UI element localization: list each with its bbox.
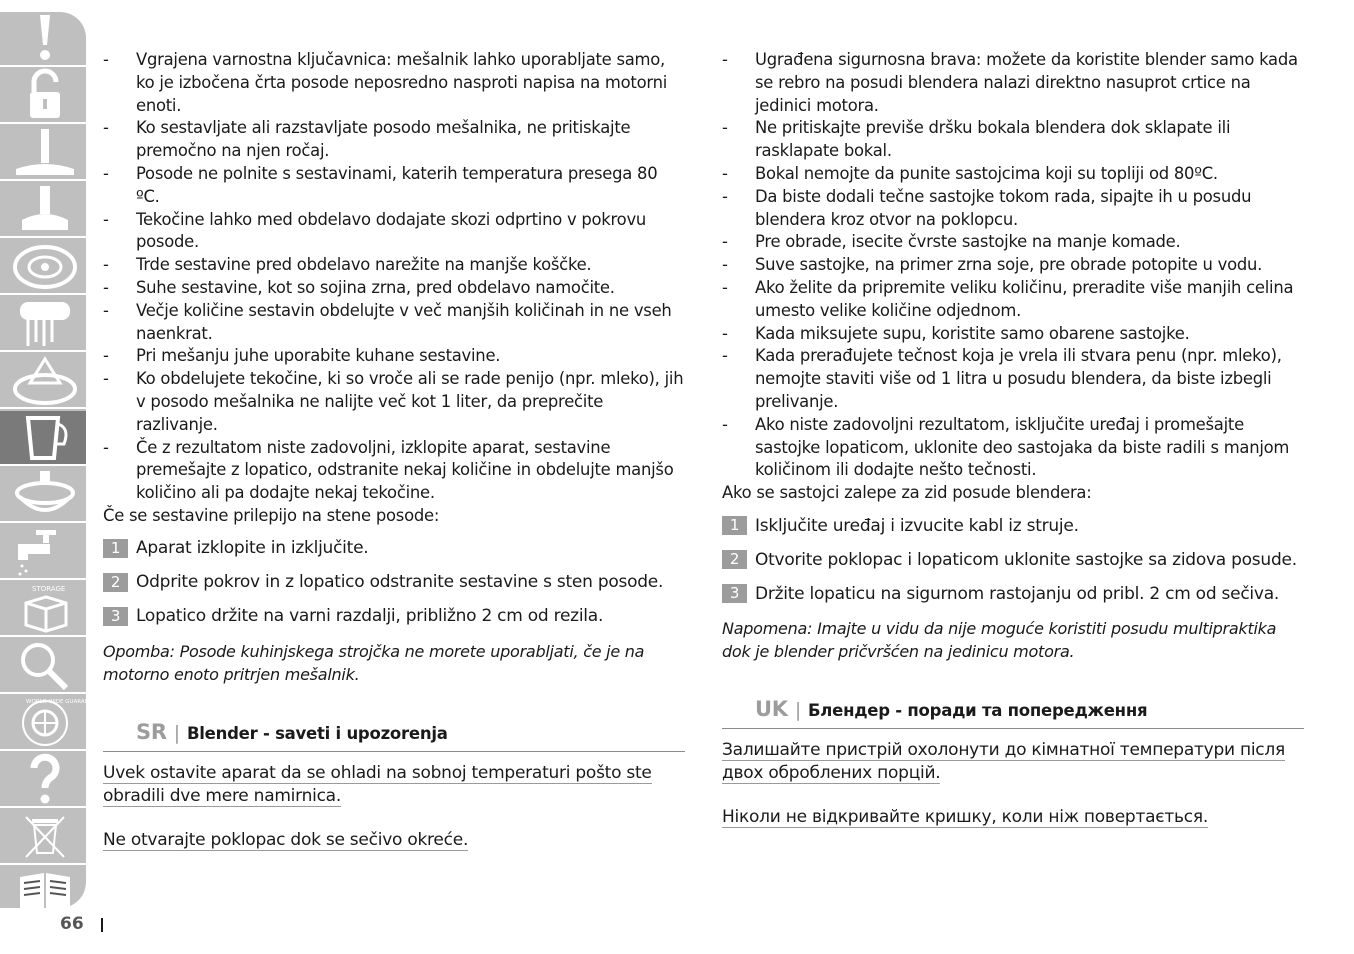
storage-box-icon <box>10 581 80 636</box>
language-code: SR <box>136 719 167 744</box>
section-title: Blender - saveti i upozorenja <box>186 723 448 743</box>
step-number: 2 <box>103 573 128 592</box>
warning-paragraph <box>722 739 1304 785</box>
list-item: - Če z rezultatom niste zadovoljni, izklopite aparat, sestavine premešajte z lopatico, odstranite nekaj količine in obdelujte manjšo količino ali pa dodajte nekaj tekočine. <box>103 437 685 505</box>
tab-kneading[interactable] <box>0 183 86 238</box>
list-item: - Tekočine lahko med obdelavo dodajate skozi odprtino v pokrovu posode. <box>103 209 685 255</box>
list-item: - Trde sestavine pred obdelavo narežite na manjše koščke. <box>103 254 685 277</box>
step-text: Držite lopaticu na sigurnom rastojanju od pribl. 2 cm od sečiva. <box>755 583 1280 604</box>
tab-guarantee[interactable] <box>0 696 100 751</box>
list-item: - Ko obdelujete tekočine, ki so vroče ali se rade penijo (npr. mleko), jih v posodo mešalnika ne nalijte več kot 1 liter, da preprečite razlivanje. <box>103 368 685 436</box>
list-item: - Ako niste zadovoljni rezultatom, isključite uređaj i promešajte sastojke lopaticom, uklonite deo sastojaka da biste radili s manjom količinom ili dodajte nešto tečnosti. <box>722 414 1304 482</box>
step-item <box>722 515 1304 537</box>
list-item: - Ugrađena sigurnosna brava: možete da koristite blender samo kada se rebro na posudi blendera nalazi direktno nasuprot crtice na jedinici motora. <box>722 49 1304 117</box>
tab-disc[interactable] <box>0 240 86 295</box>
exclamation-icon <box>10 11 80 66</box>
juicer-icon <box>10 353 80 408</box>
list-item: - Posode ne polnite s sestavinami, katerih temperatura presega 80 ºC. <box>103 163 685 209</box>
steps-intro: Ako se sastojci zalepe za zid posude blendera: <box>722 483 1092 503</box>
blade-icon <box>10 125 80 180</box>
tab-whisk[interactable] <box>0 297 86 352</box>
step-item <box>103 606 685 628</box>
list-item: - Kada prerađujete tečnost koja je vrela ili stvara penu (npr. mleko), nemojte staviti više od 1 litra u posudu blendera, da biste izbegli prelivanje. <box>722 345 1304 413</box>
list-item: - Ako želite da pripremite veliku količinu, preradite više manjih celina umesto velike količine odjednom. <box>722 277 1304 323</box>
whisk-icon <box>10 296 80 351</box>
tab-juicer[interactable] <box>0 354 86 409</box>
section-heading <box>722 698 1304 729</box>
storage-label: STORAGE <box>32 585 66 593</box>
page-number-divider <box>101 918 103 932</box>
heading-separator: | <box>173 721 180 744</box>
warning-text: Залишайте пристрій охолонути до кімнатної температури після двох оброблених порцій. <box>722 739 1286 783</box>
bin-icon <box>10 809 80 864</box>
world-guarantee-icon <box>10 695 100 750</box>
list-item: - Suhe sestavine, kot so sojina zrna, pred obdelavo namočite. <box>103 277 685 300</box>
language-code: UK <box>755 696 788 721</box>
slovenian-column <box>103 49 685 852</box>
kneading-hook-icon <box>10 182 80 237</box>
warning-paragraph <box>722 806 1304 829</box>
list-item: - Ne pritiskajte previše dršku bokala blendera dok sklapate ili rasklapate bokal. <box>722 117 1304 163</box>
step-item <box>722 583 1304 605</box>
tab-environment[interactable] <box>0 810 86 865</box>
list-item: - Pri mešanju juhe uporabite kuhane sestavine. <box>103 345 685 368</box>
warning-paragraph <box>103 762 685 808</box>
tab-food-processor[interactable] <box>0 468 86 523</box>
warning-text: Ніколи не відкривайте кришку, коли ніж повертається. <box>722 806 1209 827</box>
list-item: - Večje količine sestavin obdelujte v več manjših količinah in ne vseh naenkrat. <box>103 300 685 346</box>
tab-warnings[interactable] <box>0 12 86 67</box>
section-heading <box>103 721 685 752</box>
step-text: Lopatico držite na varni razdalji, približno 2 cm od rezila. <box>136 606 604 627</box>
bullet-list <box>103 49 685 505</box>
tab-storage[interactable] <box>0 582 86 637</box>
guarantee-label: WORLD-WIDE GUARANTEE <box>26 699 100 705</box>
list-item: - Bokal nemojte da punite sastojcima koji su topliji od 80ºC. <box>722 163 1304 186</box>
question-icon <box>10 752 80 807</box>
tab-faq[interactable] <box>0 753 86 808</box>
step-number: 1 <box>103 539 128 558</box>
heading-separator: | <box>794 698 801 721</box>
blender-jug-icon <box>10 410 80 465</box>
magnifier-icon <box>10 638 80 693</box>
tab-cleaning[interactable] <box>0 525 86 580</box>
note-text: Opomba: Posode kuhinjskega strojčka ne morete uporabljati, če je na motorno enoto pritrjen mešalnik. <box>103 641 645 684</box>
step-text: Isključite uređaj i izvucite kabl iz struje. <box>755 515 1079 536</box>
steps-intro: Če se sestavine prilepijo na stene posode: <box>103 505 440 525</box>
list-item: - Pre obrade, isecite čvrste sastojke na manje komade. <box>722 231 1304 254</box>
warning-text: Uvek ostavite aparat da se ohladi na sobnoj temperaturi pošto ste obradili dve mere namirnica. <box>103 762 652 806</box>
disc-icon <box>10 239 80 294</box>
step-number: 3 <box>722 584 747 603</box>
step-number: 1 <box>722 516 747 535</box>
step-item <box>722 549 1304 571</box>
numbered-steps <box>722 515 1304 605</box>
step-text: Odprite pokrov in z lopatico odstranite sestavine s sten posode. <box>136 572 664 593</box>
warning-text: Ne otvarajte poklopac dok se sečivo okreće. <box>103 829 469 850</box>
tab-blender[interactable] <box>0 411 86 466</box>
list-item: - Da biste dodali tečne sastojke tokom rada, sipajte ih u posudu blendera kroz otvor na poklopcu. <box>722 186 1304 232</box>
food-processor-icon <box>10 467 80 522</box>
list-item: - Vgrajena varnostna ključavnica: mešalnik lahko uporabljate samo, ko je izbočena črta posode neposredno nasproti napisa na motorni enoti. <box>103 49 685 117</box>
tab-safety[interactable] <box>0 69 86 124</box>
padlock-icon <box>10 68 80 123</box>
tap-icon <box>10 524 80 579</box>
tab-blade[interactable] <box>0 126 86 181</box>
step-text: Aparat izklopite in izključite. <box>136 538 369 559</box>
list-item: - Ko sestavljate ali razstavljate posodo mešalnika, ne pritiskajte premočno na njen ročaj. <box>103 117 685 163</box>
list-item: - Suve sastojke, na primer zrna soje, pre obrade potopite u vodu. <box>722 254 1304 277</box>
step-item <box>103 538 685 560</box>
serbian-column <box>722 49 1304 829</box>
numbered-steps <box>103 538 685 628</box>
step-text: Otvorite poklopac i lopaticom uklonite sastojke sa zidova posude. <box>755 549 1297 570</box>
tab-troubleshooting[interactable] <box>0 639 86 694</box>
section-tabs-sidebar <box>0 12 100 908</box>
list-item: - Kada miksujete supu, koristite samo obarene sastojke. <box>722 323 1304 346</box>
warning-paragraph <box>103 829 685 852</box>
page-number: 66 <box>60 914 84 934</box>
bullet-list <box>722 49 1304 482</box>
note-text: Napomena: Imajte u vidu da nije moguće koristiti posudu multipraktika dok je blender pričvršćen na jedinicu motora. <box>722 618 1277 661</box>
step-item <box>103 572 685 594</box>
section-title: Блендер - поради та попередження <box>807 700 1148 720</box>
step-number: 2 <box>722 550 747 569</box>
step-number: 3 <box>103 607 128 626</box>
